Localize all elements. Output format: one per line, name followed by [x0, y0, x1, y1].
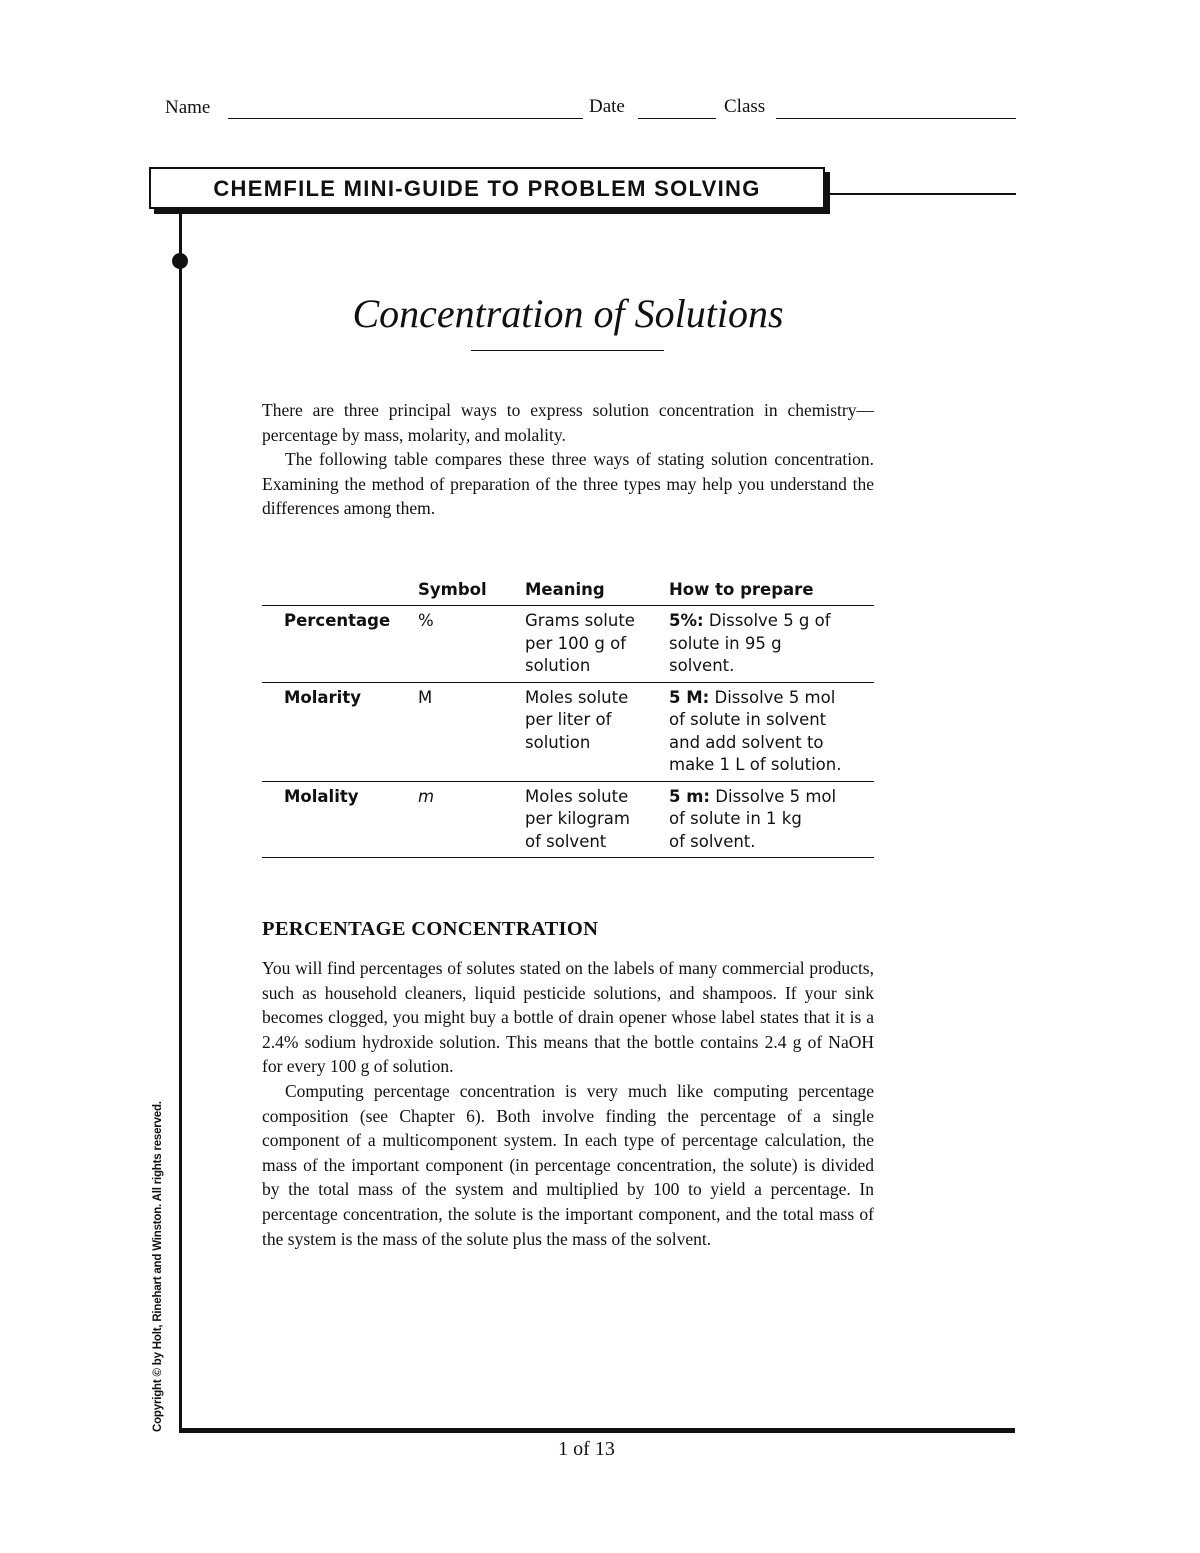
prep-cell: [669, 682, 874, 781]
prep-line: Dissolve 5 g of: [703, 611, 831, 630]
meaning-line: solution: [525, 656, 591, 675]
page-number: 1 of 13: [558, 1438, 615, 1460]
meaning-line: of solvent: [525, 831, 607, 851]
row-label: Percentage: [284, 611, 391, 630]
prep-key: 5 m:: [669, 786, 711, 806]
table-row: [262, 781, 874, 858]
prep-line: of solute in solvent: [669, 710, 827, 729]
meaning-line: per liter of: [525, 710, 612, 729]
table-row: [262, 606, 874, 683]
name-field[interactable]: [228, 118, 583, 119]
prep-key: 5 M:: [669, 687, 710, 707]
class-label: Class: [724, 96, 766, 117]
section-paragraph-1: You will find percentages of solutes stated on the labels of many commercial products, such as household cleaners, liquid pesticide solutions, and shampoos. If your sink becomes clogged, you might buy a bottle of drain opener whose label states that it is a 2.4% sodium hydroxide solution. This means that the bottle contains 2.4 g of NaOH for every 100 g of solution.: [262, 958, 874, 1077]
prep-line: of solvent.: [669, 831, 756, 851]
meaning-cell: [525, 682, 669, 781]
banner-text: CHEMFILE MINI-GUIDE TO PROBLEM SOLVING: [213, 176, 761, 201]
prep-cell: [669, 781, 874, 858]
prep-line: solvent.: [669, 656, 735, 675]
left-margin-rule: [179, 209, 182, 1432]
date-label: Date: [589, 96, 625, 117]
section-paragraph-2: Computing percentage concentration is very much like computing percentage composition (see Chapter 6). Both involve finding the percentage of a single component of a multicomponent system. In each type of percentage calculation, the mass of the important component (in percentage concentration, the solute) is divided by the total mass of the system and multiplied by 100 to yield a percentage. In percentage concentration, the solute is the important component, and the total mass of the system is the mass of the solute plus the mass of the solvent.: [262, 1080, 874, 1249]
meaning-line: per kilogram: [525, 809, 630, 828]
meaning-line: solution: [525, 732, 591, 752]
intro-paragraph-2: The following table compares these three ways of stating solution concentration. Examining the method of preparation of the three types may help you understand the differences among them.: [262, 449, 874, 519]
symbol-cell: M: [418, 687, 433, 707]
table-header-cell: [262, 578, 418, 606]
prep-line: Dissolve 5 mol: [709, 687, 836, 707]
meaning-cell: [525, 781, 669, 858]
section-text: [262, 956, 874, 1251]
row-label: Molarity: [284, 687, 361, 707]
date-field[interactable]: [638, 118, 716, 119]
prep-line: and add solvent to: [669, 732, 824, 752]
prep-line: Dissolve 5 mol: [710, 786, 837, 806]
meaning-line: Moles solute: [525, 786, 629, 806]
symbol-cell: m: [418, 786, 435, 806]
concentration-table: [262, 578, 874, 858]
class-field[interactable]: [776, 118, 1016, 119]
prep-key: 5%:: [669, 611, 704, 630]
symbol-cell: %: [418, 611, 434, 630]
banner-rule: [830, 193, 1016, 195]
prep-line: make 1 L of solution.: [669, 755, 842, 774]
table-header-cell: Symbol: [418, 580, 487, 599]
table-header-cell: How to prepare: [669, 580, 814, 599]
meaning-cell: [525, 606, 669, 683]
bullet-dot-icon: [172, 253, 188, 269]
prep-line: of solute in 1 kg: [669, 809, 802, 828]
page-title: Concentration of Solutions: [352, 291, 784, 336]
intro-text: [262, 398, 874, 521]
table-header-cell: Meaning: [525, 580, 605, 599]
table-header-row: [262, 578, 874, 606]
bottom-rule: [179, 1428, 1015, 1433]
meaning-line: per 100 g of: [525, 633, 627, 653]
title-underline: [471, 350, 664, 351]
intro-paragraph-1: There are three principal ways to express solution concentration in chemistry—percentage by mass, molarity, and molality.: [262, 400, 874, 445]
chemfile-banner: [149, 167, 825, 209]
prep-line: solute in 95 g: [669, 633, 782, 653]
prep-cell: [669, 606, 874, 683]
table-row: [262, 682, 874, 781]
row-label: Molality: [284, 786, 359, 806]
section-heading: PERCENTAGE CONCENTRATION: [262, 918, 599, 940]
meaning-line: Grams solute: [525, 611, 635, 630]
name-label: Name: [165, 97, 211, 118]
copyright-notice: Copyright © by Holt, Rinehart and Winston. All rights reserved.: [152, 1101, 164, 1432]
meaning-line: Moles solute: [525, 687, 629, 707]
